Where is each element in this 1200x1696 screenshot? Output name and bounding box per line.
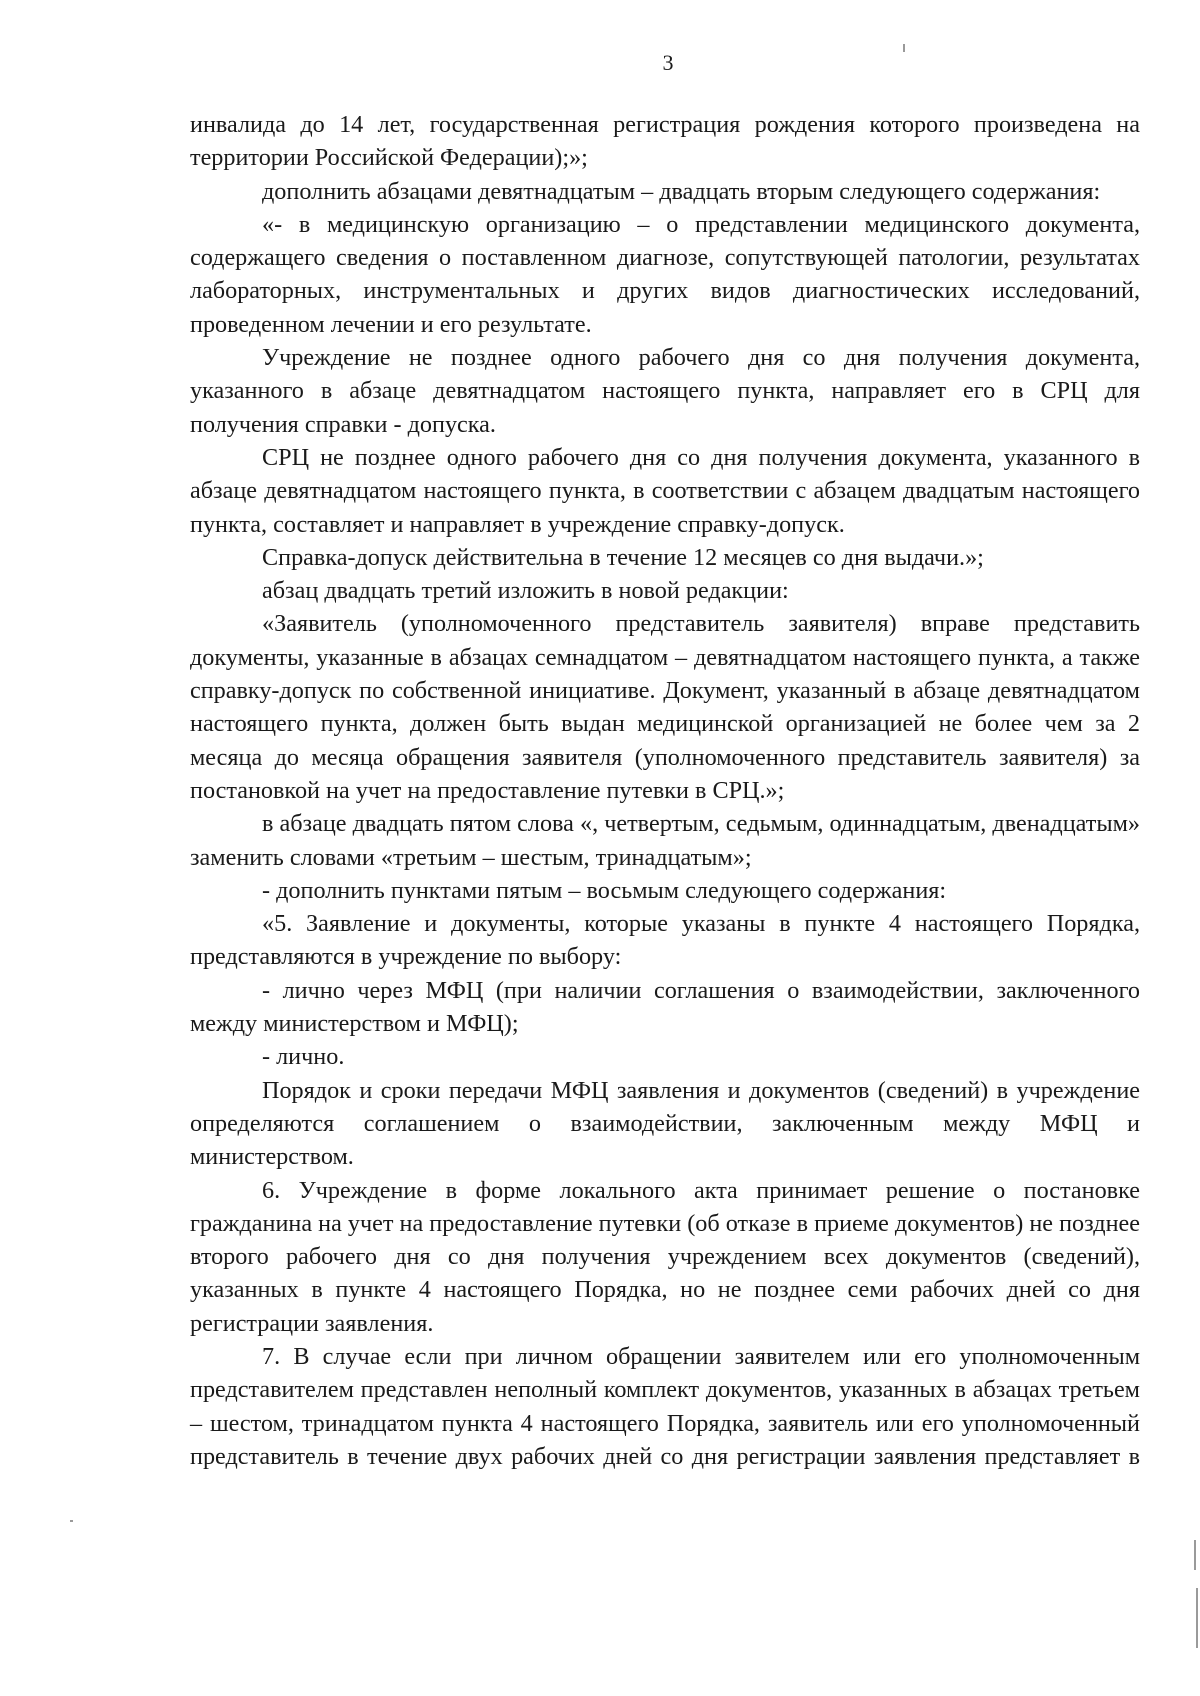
paragraph-amendment-intro: дополнить абзацами девятнадцатым – двадцать вторым следующего содержания:: [262, 177, 1101, 205]
paragraph-item-6: 6. Учреждение в форме локального акта принимает решение о постановке гражданина на учет на предоставление путевки (об отказе в приеме документов) не позднее второго рабочего дня со дня получения учреждением всех документов (сведений), указанных в пункте 4 настоящего Порядка, но не позднее семи рабочих дней со дня регистрации заявления.: [190, 1176, 1140, 1337]
paragraph-item-5: «5. Заявление и документы, которые указаны в пункте 4 настоящего Порядка, представляются в учреждение по выбору:: [190, 910, 1140, 971]
paragraph-word-replacement: в абзаце двадцать пятом слова «, четвертым, седьмым, одиннадцатым, двенадцатым» заменить словами «третьим – шестым, тринадцатым»;: [190, 810, 1140, 871]
scan-speck: [70, 1520, 73, 1522]
paragraph-add-items: - дополнить пунктами пятым – восьмым следующего содержания:: [262, 876, 947, 904]
list-item-via-mfc: - лично через МФЦ (при наличии соглашения о взаимодействии, заключенного между министерством и МФЦ);: [190, 976, 1140, 1038]
paragraph-new-edition: абзац двадцать третий изложить в новой редакции:: [262, 577, 789, 605]
paragraph-src-certificate: СРЦ не позднее одного рабочего дня со дня получения документа, указанного в абзаце девятнадцатом настоящего пункта, в соответствии с абзацем двадцатым настоящего пункта, составляет и направляет в учреждение справку-допуск.: [190, 443, 1140, 538]
list-item-in-person: - лично.: [262, 1043, 345, 1071]
page-number: 3: [662, 50, 674, 75]
scan-speck: [903, 44, 905, 52]
paragraph-applicant-rights: «Заявитель (уполномоченного представитель заявителя) вправе представить документы, указанные в абзацах семнадцатом – девятнадцатом настоящего пункта, а также справку-допуск по собственной инициативе. Документ, указанный в абзаце девятнадцатом настоящего пункта, должен быть выдан медицинской организацией не более чем за 2 месяца до месяца обращения заявителя (уполномоченного представитель заявителя) за постановкой на учет на предоставление путевки в СРЦ.»;: [190, 610, 1140, 804]
paragraph-item-7: 7. В случае если при личном обращении заявителем или его уполномоченным представителем представлен неполный комплект документов, указанных в абзацах третьем – шестом, тринадцатом пункта 4 настоящего Порядка, заявитель или его уполномоченный представитель в течение двух рабочих дней со дня регистрации заявления представляет в: [190, 1342, 1140, 1470]
paragraph-institution-forwarding: Учреждение не позднее одного рабочего дня со дня получения документа, указанного в абзаце девятнадцатом настоящего пункта, направляет его в СРЦ для получения справки - допуска.: [190, 344, 1140, 438]
scan-speck: [1194, 1540, 1196, 1570]
paragraph-medical-organization: «- в медицинскую организацию – о представлении медицинского документа, содержащего сведения о поставленном диагнозе, сопутствующей патологии, результатах лабораторных, инструментальных и других видов диагностических исследований, проведенном лечении и его результате.: [190, 210, 1140, 338]
scan-speck: [1196, 1588, 1198, 1648]
paragraph-mfc-transfer: Порядок и сроки передачи МФЦ заявления и документов (сведений) в учреждение определяются соглашением о взаимодействии, заключенным между МФЦ и министерством.: [190, 1076, 1140, 1171]
document-body: [190, 108, 1140, 1473]
paragraph-certificate-validity: Справка-допуск действительна в течение 12 месяцев со дня выдачи.»;: [262, 543, 984, 571]
paragraph-continuation: инвалида до 14 лет, государственная регистрация рождения которого произведена на территории Российской Федерации);»;: [190, 111, 1140, 172]
